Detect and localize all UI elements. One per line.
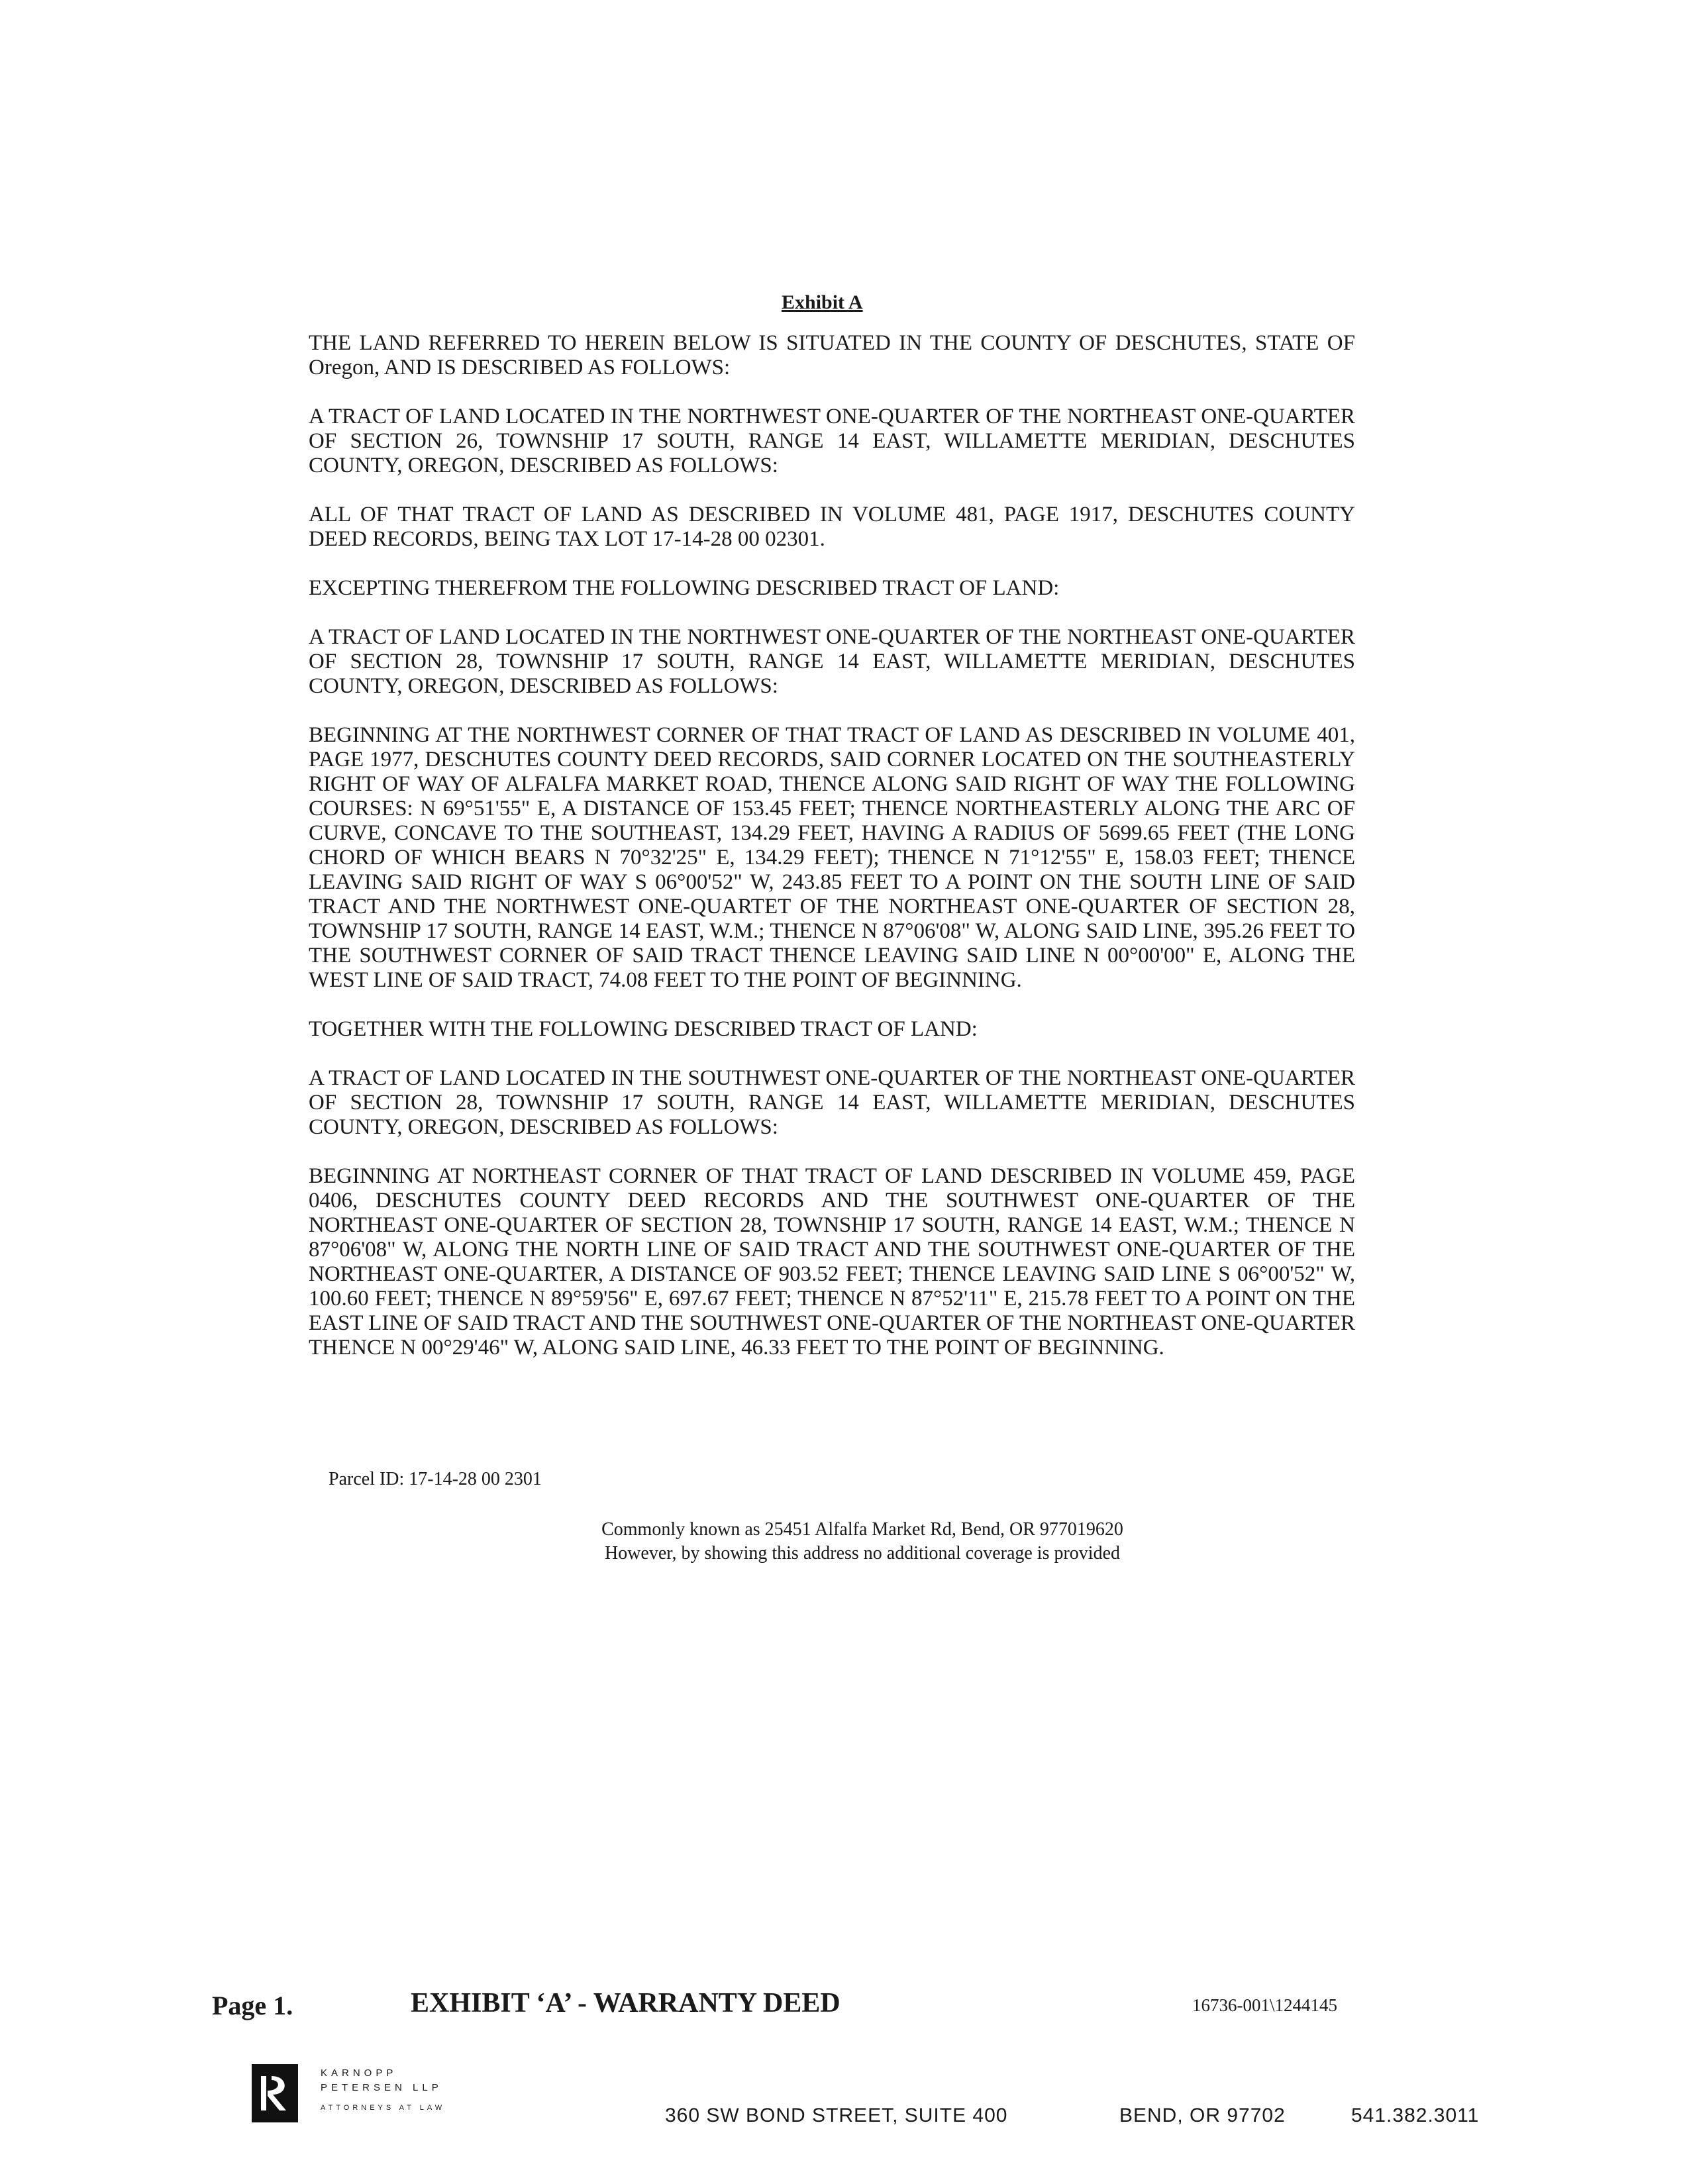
firm-phone: 541.382.3011 bbox=[1351, 2105, 1480, 2126]
page-footer bbox=[212, 1990, 1457, 2030]
firm-logo-icon bbox=[252, 2064, 298, 2122]
paragraph-all-of-tract: ALL OF THAT TRACT OF LAND AS DESCRIBED IN VOLUME 481, PAGE 1917, DESCHUTES COUNTY DEED RECORDS, BEING TAX LOT 17-14-28 00 02301. bbox=[309, 503, 1355, 551]
paragraph-beginning-1: BEGINNING AT THE NORTHWEST CORNER OF THAT TRACT OF LAND AS DESCRIBED IN VOLUME 401, PAGE 1977, DESCHUTES COUNTY DEED RECORDS, SAID CORNER LOCATED ON THE SOUTHEASTERLY RIGHT OF WAY OF ALFALFA MARKET ROAD, THENCE ALONG SAID RIGHT OF WAY THE FOLLOWING COURSES: N 69°51'55" E, A DISTANCE OF 153.45 FEET; THENCE NORTHEASTERLY ALONG THE ARC OF CURVE, CONCAVE TO THE SOUTHEAST, 134.29 FEET, HAVING A RADIUS OF 5699.65 FEET (THE LONG CHORD OF WHICH BEARS N 70°32'25" E, 134.29 FEET); THENCE N 71°12'55" E, 158.03 FEET; THENCE LEAVING SAID RIGHT OF WAY S 06°00'52" W, 243.85 FEET TO A POINT ON THE SOUTH LINE OF SAID TRACT AND THE NORTHWEST ONE-QUARTET OF THE NORTHEAST ONE-QUARTER OF SECTION 28, TOWNSHIP 17 SOUTH, RANGE 14 EAST, W.M.; THENCE N 87°06'08" W, ALONG SAID LINE, 395.26 FEET TO THE SOUTHWEST CORNER OF SAID TRACT THENCE LEAVING SAID LINE N 00°00'00" E, ALONG THE WEST LINE OF SAID TRACT, 74.08 FEET TO THE POINT OF BEGINNING. bbox=[309, 723, 1355, 992]
paragraph-tract-1: A TRACT OF LAND LOCATED IN THE NORTHWEST ONE-QUARTER OF THE NORTHEAST ONE-QUARTER OF SECTION 26, TOWNSHIP 17 SOUTH, RANGE 14 EAST, WILLAMETTE MERIDIAN, DESCHUTES COUNTY, OREGON, DESCRIBED AS FOLLOWS: bbox=[309, 405, 1355, 477]
parcel-id: Parcel ID: 17-14-28 00 2301 bbox=[329, 1469, 542, 1489]
firm-tagline: ATTORNEYS AT LAW bbox=[321, 2104, 446, 2112]
footer-title: EXHIBIT ‘A’ - WARRANTY DEED bbox=[411, 1988, 840, 2018]
legal-description bbox=[309, 331, 1355, 1385]
firm-city: BEND, OR 97702 bbox=[1119, 2105, 1286, 2126]
firm-name-line1: KARNOPP bbox=[321, 2067, 397, 2079]
paragraph-beginning-2: BEGINNING AT NORTHEAST CORNER OF THAT TRACT OF LAND DESCRIBED IN VOLUME 459, PAGE 0406, DESCHUTES COUNTY DEED RECORDS AND THE SOUTHWEST ONE-QUARTER OF THE NORTHEAST ONE-QUARTER OF SECTION 28, TOWNSHIP 17 SOUTH, RANGE 14 EAST, W.M.; THENCE N 87°06'08" W, ALONG THE NORTH LINE OF SAID TRACT AND THE SOUTHWEST ONE-QUARTER OF THE NORTHEAST ONE-QUARTER, A DISTANCE OF 903.52 FEET; THENCE LEAVING SAID LINE S 06°00'52" W, 100.60 FEET; THENCE N 89°59'56" E, 697.67 FEET; THENCE N 87°52'11" E, 215.78 FEET TO A POINT ON THE EAST LINE OF SAID TRACT AND THE SOUTHWEST ONE-QUARTER OF THE NORTHEAST ONE-QUARTER THENCE N 00°29'46" W, ALONG SAID LINE, 46.33 FEET TO THE POINT OF BEGINNING. bbox=[309, 1164, 1355, 1360]
firm-name-line2: PETERSEN LLP bbox=[321, 2082, 442, 2093]
page-number: Page 1. bbox=[212, 1991, 293, 2020]
exhibit-heading: Exhibit A bbox=[782, 291, 863, 313]
address-note bbox=[518, 1518, 1207, 1565]
paragraph-tract-3: A TRACT OF LAND LOCATED IN THE SOUTHWEST ONE-QUARTER OF THE NORTHEAST ONE-QUARTER OF SECTION 28, TOWNSHIP 17 SOUTH, RANGE 14 EAST, WILLAMETTE MERIDIAN, DESCHUTES COUNTY, OREGON, DESCRIBED AS FOLLOWS: bbox=[309, 1066, 1355, 1139]
paragraph-excepting: EXCEPTING THEREFROM THE FOLLOWING DESCRIBED TRACT OF LAND: bbox=[309, 576, 1060, 600]
coverage-disclaimer: However, by showing this address no additional coverage is provided bbox=[604, 1543, 1121, 1564]
paragraph-intro: THE LAND REFERRED TO HEREIN BELOW IS SITUATED IN THE COUNTY OF DESCHUTES, STATE OF Oregon, AND IS DESCRIBED AS FOLLOWS: bbox=[309, 331, 1355, 379]
paragraph-together: TOGETHER WITH THE FOLLOWING DESCRIBED TRACT OF LAND: bbox=[309, 1017, 978, 1041]
commonly-known: Commonly known as 25451 Alfalfa Market Rd, Bend, OR 977019620 bbox=[601, 1519, 1123, 1540]
firm-name bbox=[321, 2066, 445, 2115]
paragraph-tract-2: A TRACT OF LAND LOCATED IN THE NORTHWEST ONE-QUARTER OF THE NORTHEAST ONE-QUARTER OF SECTION 28, TOWNSHIP 17 SOUTH, RANGE 14 EAST, WILLAMETTE MERIDIAN, DESCHUTES COUNTY, OREGON, DESCRIBED AS FOLLOWS: bbox=[309, 625, 1355, 698]
firm-street-address: 360 SW BOND STREET, SUITE 400 bbox=[665, 2105, 1008, 2126]
document-number: 16736-001\1244145 bbox=[1192, 1995, 1337, 2015]
